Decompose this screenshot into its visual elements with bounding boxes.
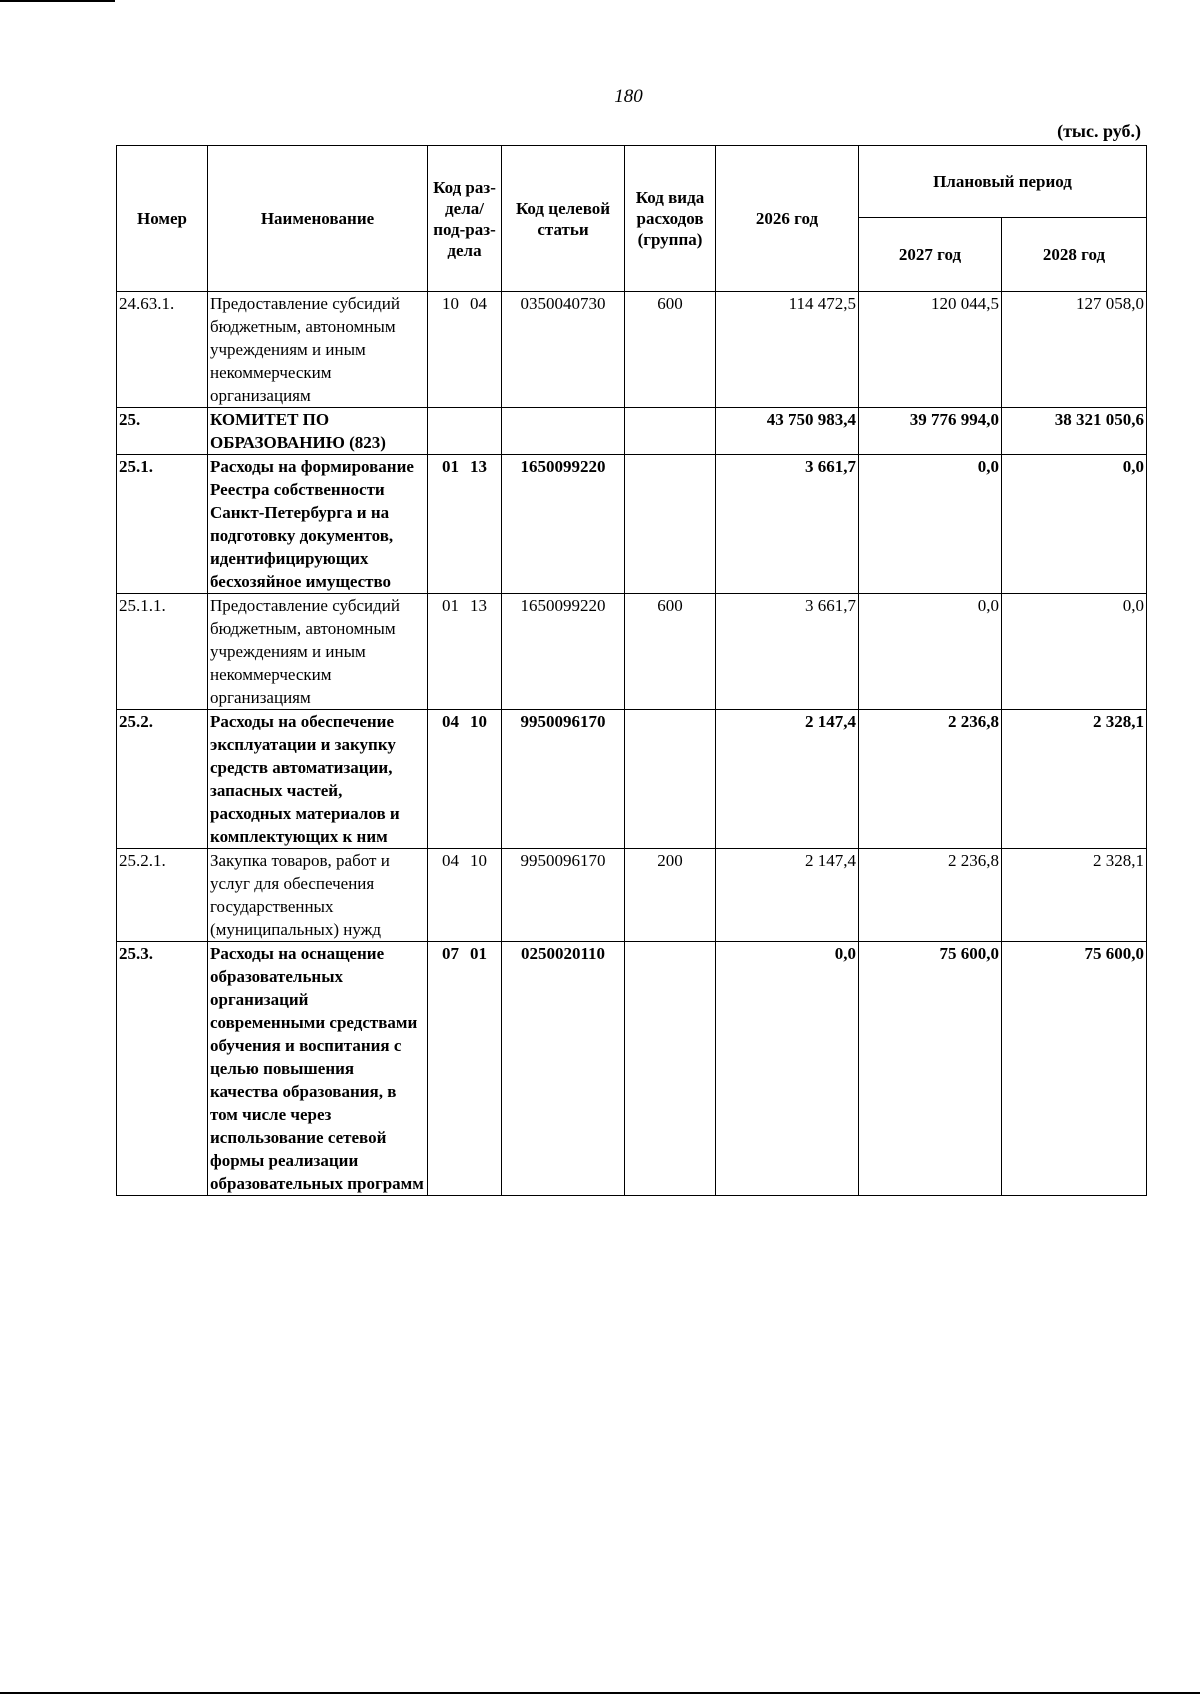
row-amount-2028: 75 600,0 [1002, 942, 1147, 1196]
row-expense-group [625, 408, 716, 455]
row-expense-group [625, 942, 716, 1196]
row-expense-group: 200 [625, 849, 716, 942]
budget-table [116, 145, 1147, 1196]
header-2027: 2027 год [859, 218, 1002, 292]
row-expense-group [625, 455, 716, 594]
table-row [117, 408, 1147, 455]
row-expense-group: 600 [625, 292, 716, 408]
header-2028: 2028 год [1002, 218, 1147, 292]
header-section-code: Код раз-дела/ под-раз-дела [428, 146, 502, 292]
row-amount-2027: 2 236,8 [859, 710, 1002, 849]
row-amount-2027: 2 236,8 [859, 849, 1002, 942]
table-row [117, 292, 1147, 408]
row-number: 25.3. [117, 942, 208, 1196]
row-name: Расходы на обеспечение эксплуатации и закупку средств автоматизации, запасных частей, расходных материалов и комплектующих к ним [208, 710, 428, 849]
row-target-code: 0250020110 [502, 942, 625, 1196]
row-amount-2027: 0,0 [859, 455, 1002, 594]
units-label: (тыс. руб.) [1057, 121, 1141, 141]
table-row [117, 455, 1147, 594]
row-target-code: 0350040730 [502, 292, 625, 408]
row-amount-2027: 0,0 [859, 594, 1002, 710]
row-number: 25.2.1. [117, 849, 208, 942]
row-name: Предоставление субсидий бюджетным, автономным учреждениям и иным некоммерческим организациям [208, 594, 428, 710]
row-amount-2028: 2 328,1 [1002, 710, 1147, 849]
row-section-code: 04 10 [428, 710, 502, 849]
row-expense-group: 600 [625, 594, 716, 710]
row-number: 24.63.1. [117, 292, 208, 408]
table-row [117, 710, 1147, 849]
row-amount-2028: 2 328,1 [1002, 849, 1147, 942]
row-amount-2028: 38 321 050,6 [1002, 408, 1147, 455]
row-amount-2026: 2 147,4 [716, 849, 859, 942]
row-amount-2026: 2 147,4 [716, 710, 859, 849]
row-target-code: 9950096170 [502, 710, 625, 849]
row-amount-2026: 0,0 [716, 942, 859, 1196]
row-name: КОМИТЕТ ПО ОБРАЗОВАНИЮ (823) [208, 408, 428, 455]
row-name: Предоставление субсидий бюджетным, автономным учреждениям и иным некоммерческим организациям [208, 292, 428, 408]
row-target-code: 9950096170 [502, 849, 625, 942]
header-name: Наименование [208, 146, 428, 292]
row-number: 25.1. [117, 455, 208, 594]
header-2026: 2026 год [716, 146, 859, 292]
header-planned-period: Плановый период [859, 146, 1147, 218]
row-amount-2026: 3 661,7 [716, 455, 859, 594]
row-amount-2026: 3 661,7 [716, 594, 859, 710]
row-amount-2027: 75 600,0 [859, 942, 1002, 1196]
row-number: 25.2. [117, 710, 208, 849]
row-amount-2027: 39 776 994,0 [859, 408, 1002, 455]
table-row [117, 594, 1147, 710]
row-amount-2026: 114 472,5 [716, 292, 859, 408]
row-section-code: 07 01 [428, 942, 502, 1196]
header-number: Номер [117, 146, 208, 292]
header-target-code: Код целевой статьи [502, 146, 625, 292]
row-name: Расходы на оснащение образовательных организаций современными средствами обучения и воспитания с целью повышения качества образования, в том числе через использование сетевой формы реализации образовательных программ [208, 942, 428, 1196]
row-name: Расходы на формирование Реестра собственности Санкт-Петербурга и на подготовку документов, идентифицирующих бесхозяйное имущество [208, 455, 428, 594]
table-row [117, 849, 1147, 942]
row-section-code: 01 13 [428, 594, 502, 710]
row-target-code [502, 408, 625, 455]
scan-edge-line [0, 1692, 1200, 1694]
row-amount-2028: 0,0 [1002, 455, 1147, 594]
row-section-code: 10 04 [428, 292, 502, 408]
row-section-code [428, 408, 502, 455]
header-expense-group: Код вида расходов (группа) [625, 146, 716, 292]
row-amount-2028: 127 058,0 [1002, 292, 1147, 408]
row-amount-2027: 120 044,5 [859, 292, 1002, 408]
row-name: Закупка товаров, работ и услуг для обеспечения государственных (муниципальных) нужд [208, 849, 428, 942]
row-number: 25. [117, 408, 208, 455]
page-number: 180 [614, 86, 643, 107]
row-target-code: 1650099220 [502, 455, 625, 594]
row-amount-2028: 0,0 [1002, 594, 1147, 710]
scan-edge-line [0, 0, 115, 2]
row-section-code: 01 13 [428, 455, 502, 594]
row-number: 25.1.1. [117, 594, 208, 710]
table-row [117, 942, 1147, 1196]
row-target-code: 1650099220 [502, 594, 625, 710]
row-section-code: 04 10 [428, 849, 502, 942]
row-amount-2026: 43 750 983,4 [716, 408, 859, 455]
row-expense-group [625, 710, 716, 849]
